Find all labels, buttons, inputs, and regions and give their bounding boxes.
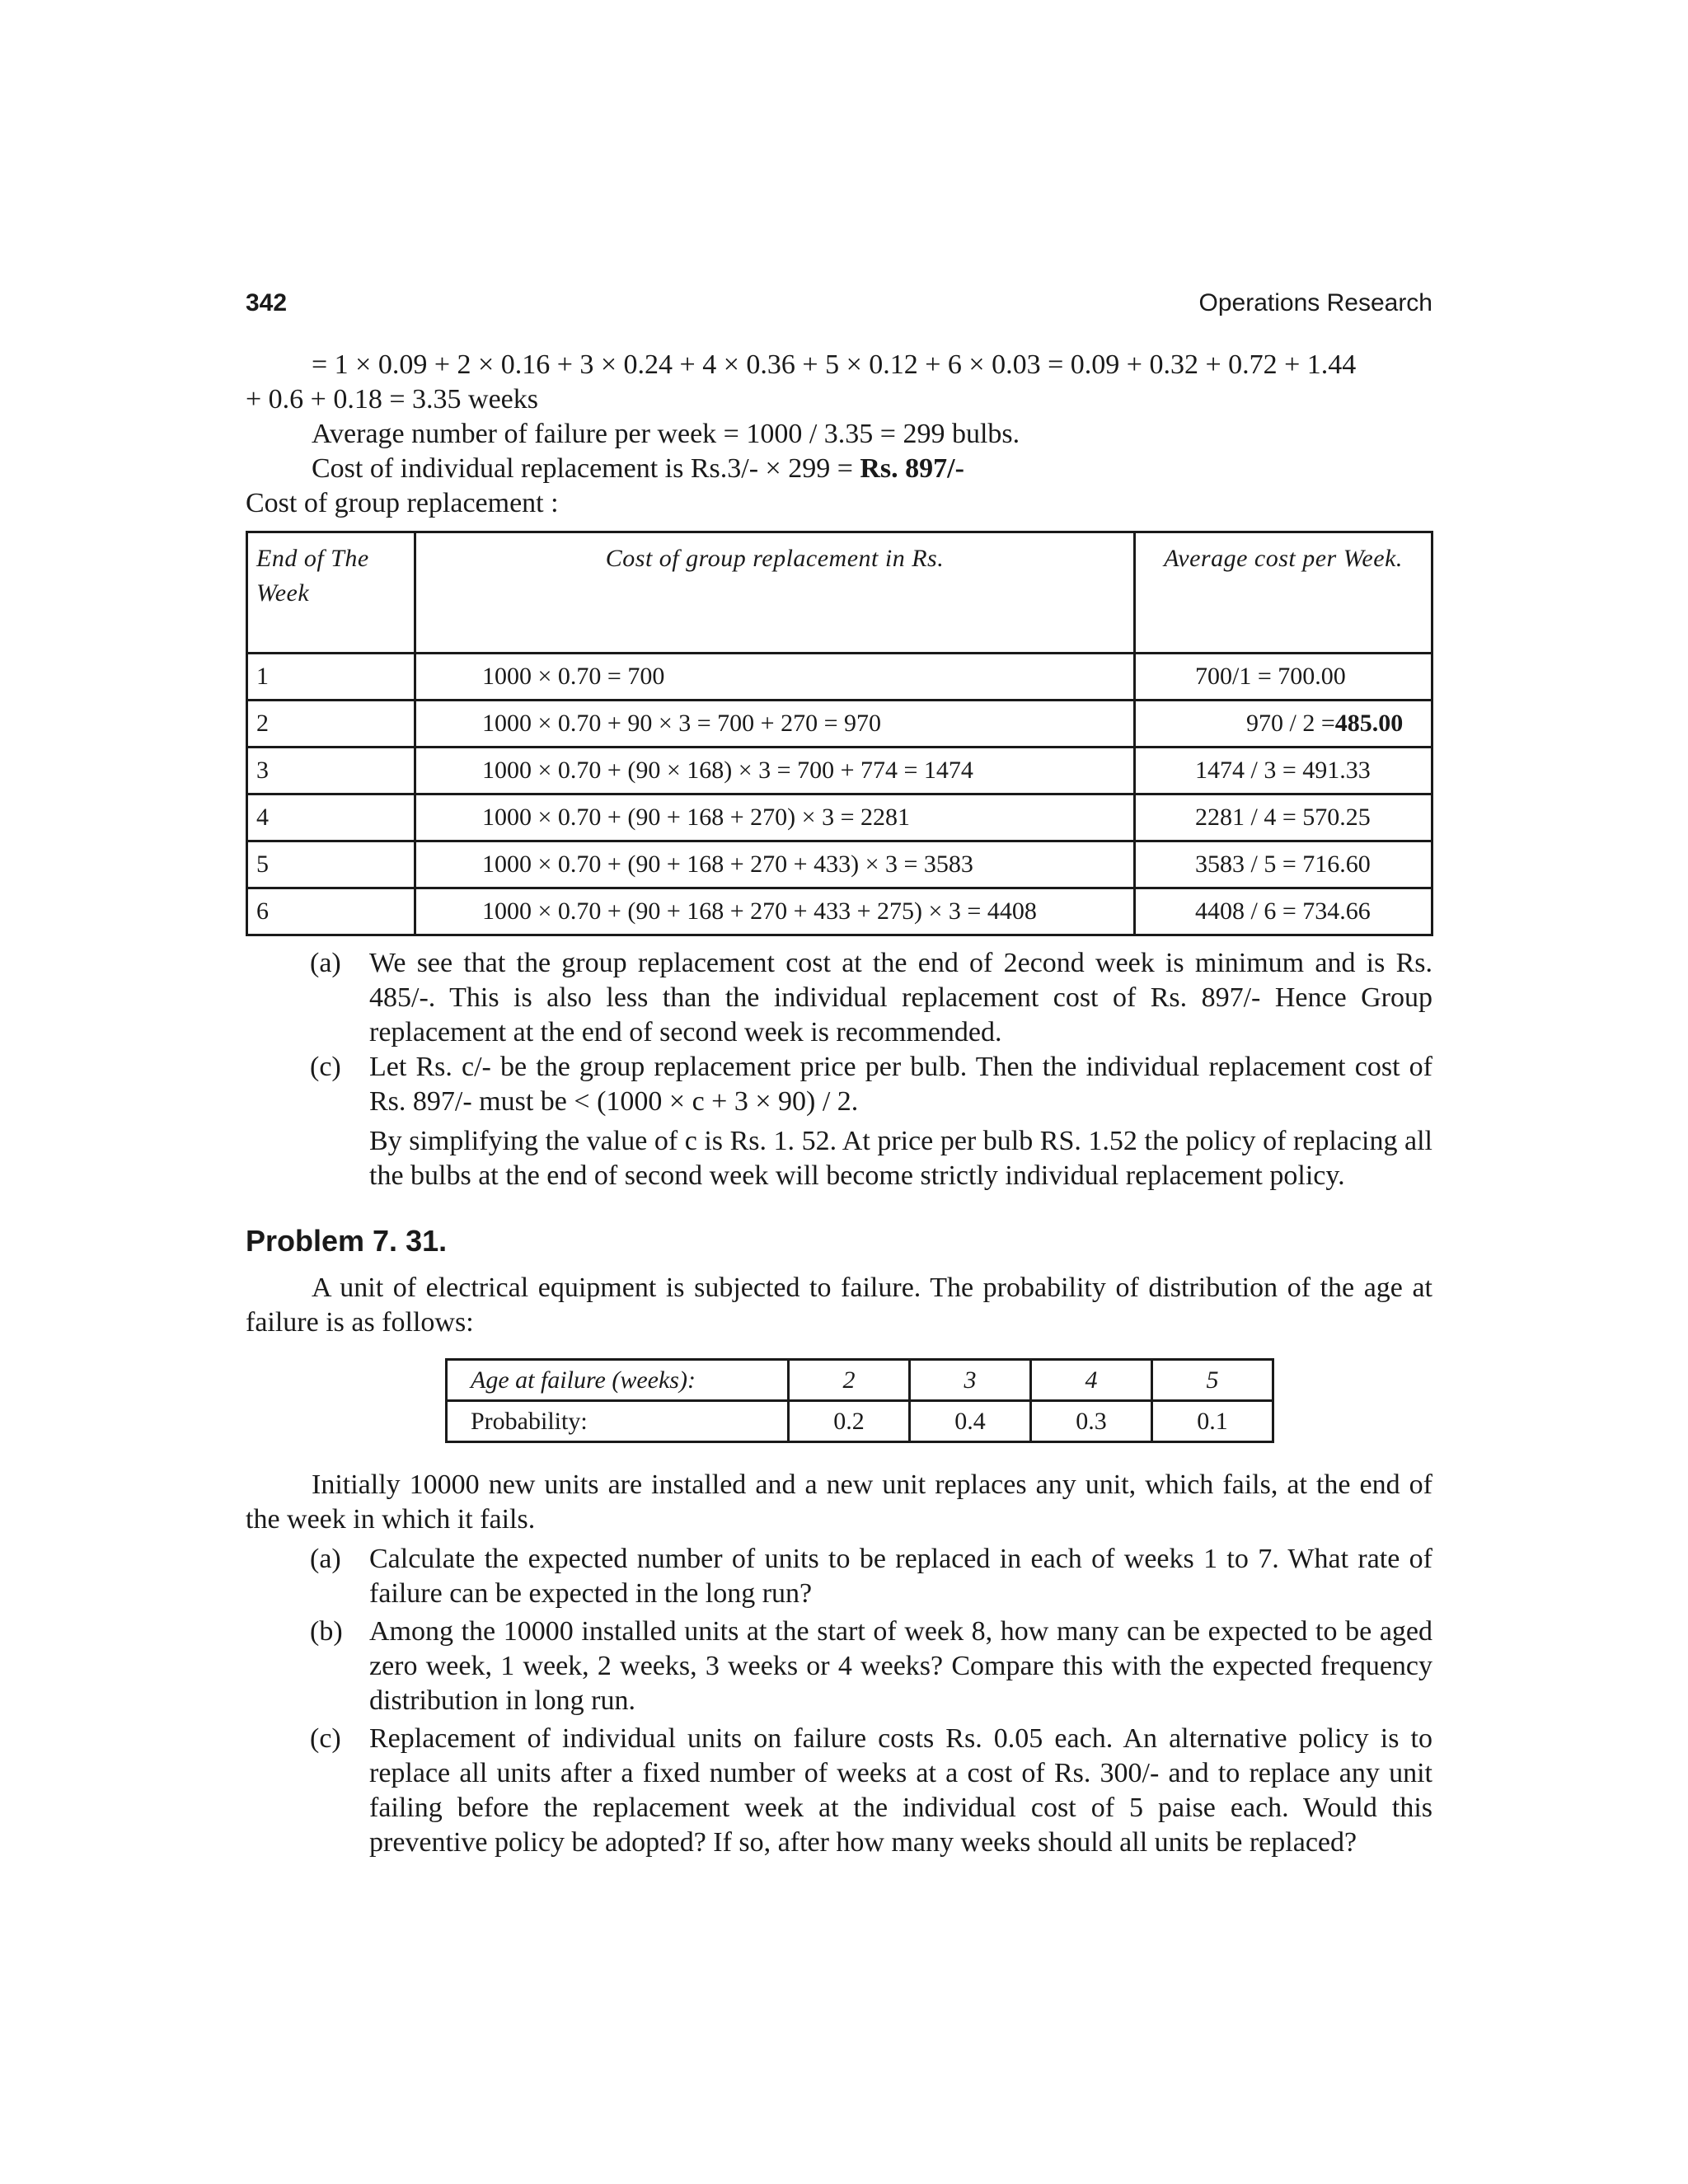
item-label: (c) xyxy=(310,1723,341,1754)
questions-list xyxy=(246,1542,1432,1860)
problem-heading: Problem 7. 31. xyxy=(246,1224,448,1258)
age-cell: 4 xyxy=(1031,1360,1152,1401)
probability-label: Probability: xyxy=(447,1401,789,1442)
item-text: Calculate the expected number of units to be replaced in each of weeks 1 to 7. What rate of failure can be expected in the long run? xyxy=(369,1544,1432,1609)
minimum-avg-value: 485.00 xyxy=(1334,710,1404,737)
problem-setup: Initially 10000 new units are installed and a new unit replaces any unit, which fails, at the end of the week in which it fails. xyxy=(246,1469,1432,1535)
header-average-cost: Average cost per Week. xyxy=(1135,532,1432,654)
age-label: Age at failure (weeks): xyxy=(447,1360,789,1401)
avg-cell: 970 / 2 =485.00 xyxy=(1135,701,1432,748)
item-label: (a) xyxy=(310,948,341,978)
list-item xyxy=(310,946,1432,1050)
avg-cell: 4408 / 6 = 734.66 xyxy=(1135,888,1432,935)
list-item xyxy=(310,1615,1432,1718)
list-item xyxy=(310,1542,1432,1611)
individual-cost-prefix: Cost of individual replacement is Rs.3/- × 299 = xyxy=(312,453,860,484)
table-header-row xyxy=(247,532,1432,654)
probability-cell: 0.1 xyxy=(1152,1401,1273,1442)
table-row xyxy=(247,701,1432,748)
age-probability-table xyxy=(445,1358,1274,1443)
table-row xyxy=(247,654,1432,701)
item-label: (b) xyxy=(310,1616,343,1647)
cost-cell: 1000 × 0.70 + (90 + 168 + 270) × 3 = 2281 xyxy=(415,794,1135,841)
age-cell: 2 xyxy=(789,1360,910,1401)
header-group-cost: Cost of group replacement in Rs. xyxy=(415,532,1135,654)
avg-cell: 700/1 = 700.00 xyxy=(1135,654,1432,701)
calculation-block xyxy=(246,348,1432,521)
avg-cell: 2281 / 4 = 570.25 xyxy=(1135,794,1432,841)
week-cell: 4 xyxy=(247,794,415,841)
item-label: (a) xyxy=(310,1544,341,1574)
item-text: Let Rs. c/- be the group replacement price per bulb. Then the individual replacement cost of Rs. 897/- must be < (1000 × c + 3 × 90) / 2. xyxy=(369,1052,1432,1117)
table-row xyxy=(247,888,1432,935)
avg-failures-line: Average number of failure per week = 1000 / 3.35 = 299 bulbs. xyxy=(312,419,1020,449)
cost-cell: 1000 × 0.70 + 90 × 3 = 700 + 270 = 970 xyxy=(415,701,1135,748)
avg-cell: 1474 / 3 = 491.33 xyxy=(1135,748,1432,794)
item-label: (c) xyxy=(310,1052,341,1082)
item-text: Replacement of individual units on failure costs Rs. 0.05 each. An alternative policy is to replace all units after a fixed number of weeks at a cost of Rs. 300/- and to replace any unit failing before the replacement week at the individual cost of 5 paise each. Would this preventive policy be adopted? If so, after how many weeks should all units be replaced? xyxy=(369,1723,1432,1858)
item-text: We see that the group replacement cost at the end of 2econd week is minimum and is Rs. 485/-. This is also less than the individual replacement cost of Rs. 897/- Hence Group replacement at the end of second week is recommended. xyxy=(369,948,1432,1047)
list-item xyxy=(310,1050,1432,1193)
cost-cell: 1000 × 0.70 + (90 × 168) × 3 = 700 + 774 = 1474 xyxy=(415,748,1135,794)
week-cell: 1 xyxy=(247,654,415,701)
calc-line-2: + 0.6 + 0.18 = 3.35 weeks xyxy=(246,384,538,415)
age-row xyxy=(447,1360,1273,1401)
age-cell: 5 xyxy=(1152,1360,1273,1401)
book-title: Operations Research xyxy=(1198,289,1432,316)
probability-cell: 0.4 xyxy=(910,1401,1031,1442)
table-row xyxy=(247,794,1432,841)
item-text: Among the 10000 installed units at the start of week 8, how many can be expected to be aged zero week, 1 week, 2 weeks, 3 weeks or 4 weeks? Compare this with the expected frequency distribution in long run. xyxy=(369,1616,1432,1716)
problem-intro: A unit of electrical equipment is subjected to failure. The probability of distribution of the age at failure is as follows: xyxy=(246,1272,1432,1338)
group-cost-label: Cost of group replacement : xyxy=(246,488,559,518)
page-number: 342 xyxy=(246,289,288,316)
week-cell: 6 xyxy=(247,888,415,935)
probability-row xyxy=(447,1401,1273,1442)
group-replacement-table xyxy=(246,531,1433,936)
list-item xyxy=(310,1722,1432,1860)
table-row xyxy=(247,748,1432,794)
cost-cell: 1000 × 0.70 = 700 xyxy=(415,654,1135,701)
page-header xyxy=(246,287,1432,320)
table-row xyxy=(247,841,1432,888)
probability-cell: 0.3 xyxy=(1031,1401,1152,1442)
avg-cell: 3583 / 5 = 716.60 xyxy=(1135,841,1432,888)
age-cell: 3 xyxy=(910,1360,1031,1401)
probability-cell: 0.2 xyxy=(789,1401,910,1442)
item-text-continued: By simplifying the value of c is Rs. 1. 52. At price per bulb RS. 1.52 the policy of replacing all the bulbs at the end of second week will become strictly individual replacement policy. xyxy=(369,1126,1432,1191)
page-body xyxy=(246,287,1432,1860)
week-cell: 2 xyxy=(247,701,415,748)
individual-cost-line xyxy=(246,452,1432,486)
calc-line-1: = 1 × 0.09 + 2 × 0.16 + 3 × 0.24 + 4 × 0.36 + 5 × 0.12 + 6 × 0.03 = 0.09 + 0.32 + 0.72 + 1.44 xyxy=(312,349,1357,380)
cost-cell: 1000 × 0.70 + (90 + 168 + 270 + 433) × 3 = 3583 xyxy=(415,841,1135,888)
week-cell: 3 xyxy=(247,748,415,794)
individual-cost-value: Rs. 897/- xyxy=(860,453,964,484)
week-cell: 5 xyxy=(247,841,415,888)
cost-cell: 1000 × 0.70 + (90 + 168 + 270 + 433 + 275) × 3 = 4408 xyxy=(415,888,1135,935)
conclusions-list xyxy=(246,946,1432,1193)
header-end-of-week: End of The Week xyxy=(247,532,415,654)
